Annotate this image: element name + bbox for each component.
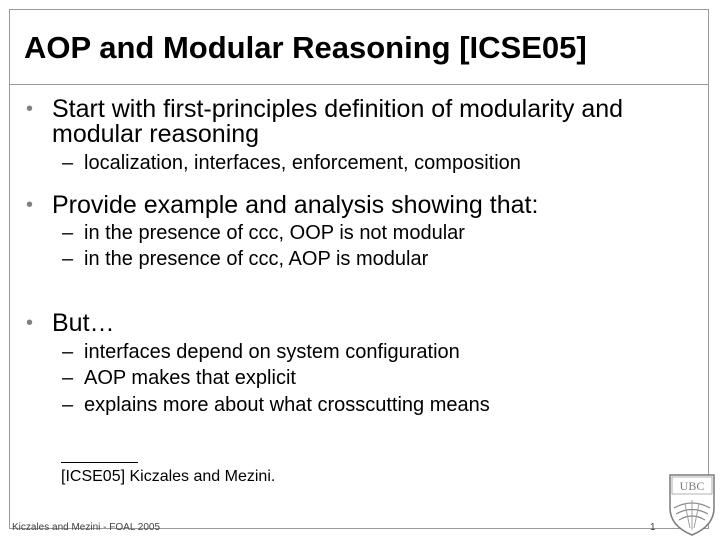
footer-credit: Kiczales and Mezini - FOAL 2005	[12, 522, 161, 533]
bullet-modularity-definition	[26, 97, 702, 147]
bullet-text: Provide example and analysis showing that:	[52, 191, 539, 219]
slide-title: AOP and Modular Reasoning [ICSE05]	[24, 30, 587, 65]
sub-bullet-text: in the presence of ccc, AOP is modular	[84, 248, 429, 270]
sub-bullet-interfaces-config	[62, 339, 460, 365]
sub-bullet-text: explains more about what crosscutting means	[84, 394, 490, 416]
bullet-text: Start with first-principles definition of modularity and modular reasoning	[52, 95, 624, 148]
logo-text: UBC	[679, 479, 705, 493]
title-divider	[9, 84, 709, 85]
bullet-but	[26, 311, 702, 336]
dash-marker: –	[62, 394, 74, 416]
bullet-marker: •	[26, 98, 34, 120]
sub-bullet-oop-not-modular	[62, 220, 465, 246]
bullet-text: But…	[52, 309, 115, 337]
sub-bullet-text: in the presence of ccc, OOP is not modular	[84, 222, 465, 244]
sub-bullet-crosscutting	[62, 392, 490, 418]
dash-marker: –	[62, 152, 74, 174]
footnote-rule	[61, 462, 138, 463]
bullet-marker: •	[26, 312, 34, 334]
sub-bullet-localization	[62, 150, 521, 176]
sub-bullet-aop-explicit	[62, 365, 296, 391]
dash-marker: –	[62, 222, 74, 244]
dash-marker: –	[62, 341, 74, 363]
page-number: 1	[650, 522, 656, 533]
dash-marker: –	[62, 248, 74, 270]
bullet-marker: •	[26, 194, 34, 216]
bullet-example-analysis	[26, 193, 702, 218]
sub-bullet-text: localization, interfaces, enforcement, composition	[84, 152, 521, 174]
dash-marker: –	[62, 367, 74, 389]
sub-bullet-text: AOP makes that explicit	[84, 367, 296, 389]
footnote: [ICSE05] Kiczales and Mezini.	[61, 468, 276, 485]
sub-bullet-text: interfaces depend on system configuration	[84, 341, 460, 363]
ubc-logo	[668, 474, 716, 536]
sub-bullet-aop-modular	[62, 246, 428, 272]
